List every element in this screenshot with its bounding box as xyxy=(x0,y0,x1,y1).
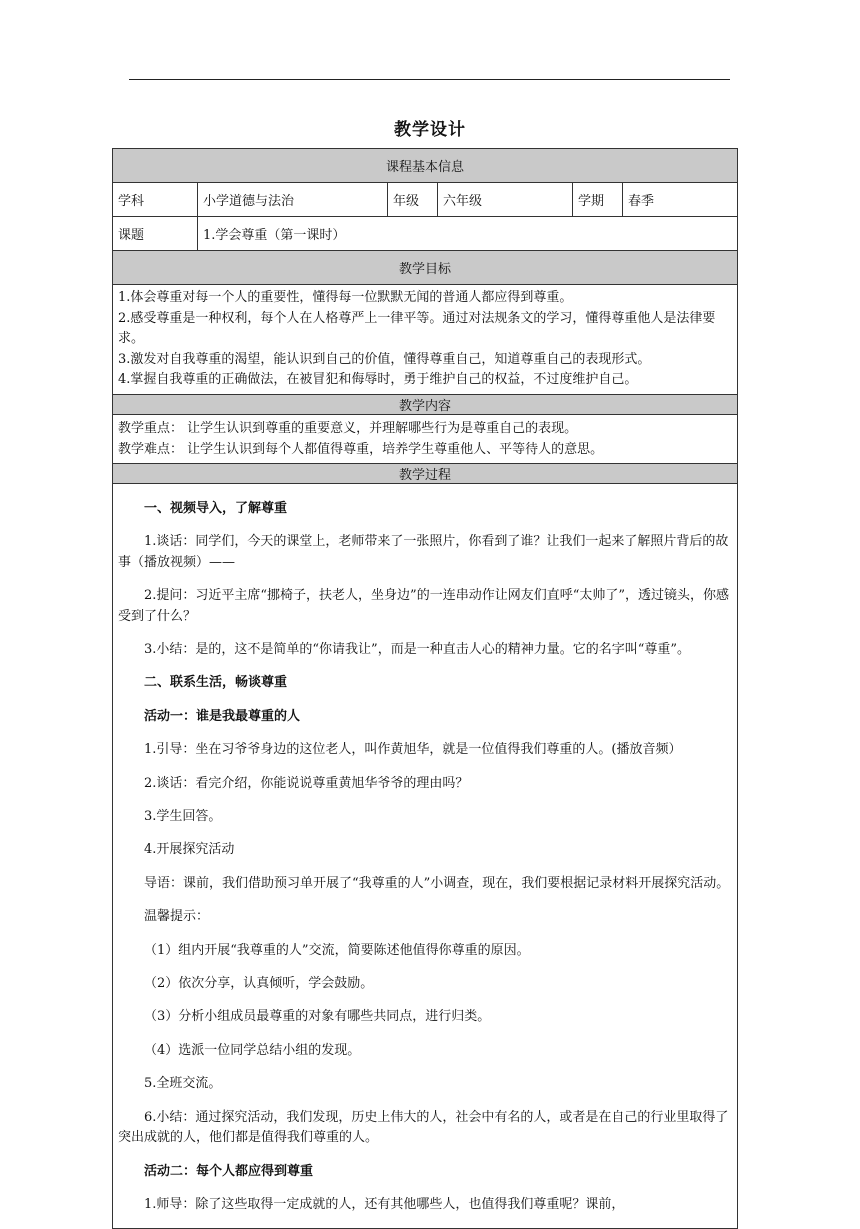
objective-item: 3.激发对自我尊重的渴望，能认识到自己的价值，懂得尊重自己，知道尊重自己的表现形式。 xyxy=(118,351,651,367)
objective-item: 2.感受尊重是一种权利，每个人在人格尊严上一律平等。通过对法规条文的学习，懂得尊重他人是法律要求。 xyxy=(118,310,716,347)
subject-value: 小学道德与法治 xyxy=(198,183,388,217)
process-header: 教学过程 xyxy=(113,463,738,483)
grade-label: 年级 xyxy=(388,183,438,217)
process-paragraph: 2.谈话：看完介绍，你能说说尊重黄旭华爷爷的理由吗？ xyxy=(144,775,469,791)
process-paragraph: 1.引导：坐在习爷爷身边的这位老人，叫作黄旭华，就是一位值得我们尊重的人。(播放音频） xyxy=(144,742,682,758)
content-header: 教学内容 xyxy=(113,394,738,414)
topic-value: 1.学会尊重（第一课时） xyxy=(198,217,738,251)
content-details xyxy=(113,414,738,463)
objectives-list xyxy=(113,285,738,395)
key-point: 教学重点： 让学生认识到尊重的重要意义，并理解哪些行为是尊重自己的表现。 xyxy=(118,420,578,436)
process-paragraph: 1.谈话：同学们，今天的课堂上，老师带来了一张照片，你看到了谁？让我们一起来了解照片背后的故事（播放视频）—— xyxy=(118,534,729,570)
document-title: 教学设计 xyxy=(394,120,466,140)
subject-label: 学科 xyxy=(113,183,198,217)
process-paragraph: （3）分析小组成员最尊重的对象有哪些共同点，进行归类。 xyxy=(144,1009,491,1025)
process-paragraph: （2）依次分享，认真倾听，学会鼓励。 xyxy=(144,976,374,992)
term-value: 春季 xyxy=(623,183,738,217)
process-paragraph: 4.开展探究活动 xyxy=(144,842,235,858)
topic-label: 课题 xyxy=(113,217,198,251)
process-paragraph: 二、联系生活，畅谈尊重 xyxy=(144,675,288,691)
difficulty-point: 教学难点： 让学生认识到每个人都值得尊重，培养学生尊重他人、平等待人的意思。 xyxy=(118,441,604,457)
process-paragraph: 导语：课前，我们借助预习单开展了“我尊重的人”小调查，现在，我们要根据记录材料开展探究活动。 xyxy=(144,875,730,891)
process-paragraph: （1）组内开展“我尊重的人”交流，简要陈述他值得你尊重的原因。 xyxy=(144,942,530,958)
process-paragraph: 3.学生回答。 xyxy=(144,809,222,825)
process-paragraph: 2.提问：习近平主席“挪椅子，扶老人，坐身边”的一连串动作让网友们直呼“太帅了”，透过镜头，你感受到了什么？ xyxy=(118,588,729,624)
process-paragraph: 活动一：谁是我最尊重的人 xyxy=(144,708,301,724)
objective-item: 4.掌握自我尊重的正确做法，在被冒犯和侮辱时，勇于维护自己的权益，不过度维护自己。 xyxy=(118,372,638,388)
process-paragraph: 活动二：每个人都应得到尊重 xyxy=(144,1163,314,1179)
lesson-plan-table xyxy=(112,148,738,1229)
process-paragraph: 1.师导：除了这些取得一定成就的人，还有其他哪些人，也值得我们尊重呢？课前， xyxy=(144,1196,625,1212)
term-label: 学期 xyxy=(573,183,623,217)
objectives-header: 教学目标 xyxy=(113,251,738,285)
process-paragraph: 温馨提示： xyxy=(144,909,210,925)
process-paragraph: 3.小结：是的，这不是简单的“你请我让”，而是一种直击人心的精神力量。它的名字叫“尊重”。 xyxy=(144,642,690,657)
objective-item: 1.体会尊重对每一个人的重要性，懂得每一位默默无闻的普通人都应得到尊重。 xyxy=(118,290,573,305)
process-paragraph: 一、视频导入，了解尊重 xyxy=(144,500,288,516)
basic-info-header: 课程基本信息 xyxy=(113,149,738,183)
process-paragraph: 6.小结：通过探究活动，我们发现，历史上伟大的人，社会中有名的人，或者是在自己的行业里取得了突出成就的人，他们都是值得我们尊重的人。 xyxy=(118,1109,729,1146)
process-paragraph: 5.全班交流。 xyxy=(144,1076,222,1092)
process-body xyxy=(113,483,738,1228)
header-rule xyxy=(129,79,730,80)
grade-value: 六年级 xyxy=(438,183,573,217)
process-paragraph: （4）选派一位同学总结小组的发现。 xyxy=(144,1042,361,1058)
